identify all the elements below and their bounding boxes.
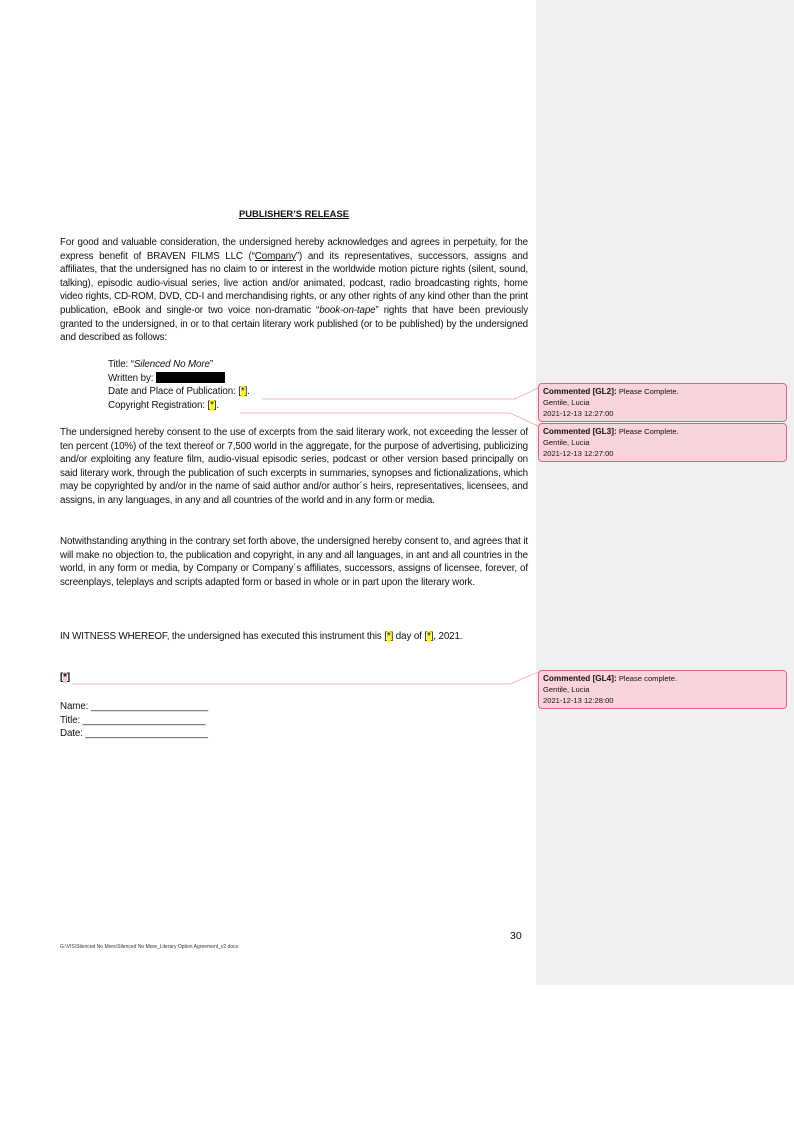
- witness-line: [60, 630, 528, 644]
- label: Written by:: [108, 372, 156, 384]
- label: Title: “: [108, 359, 134, 370]
- placeholder[interactable]: *: [386, 631, 391, 642]
- work-details: [60, 358, 576, 412]
- title-value: Silenced No More: [133, 359, 210, 370]
- comment-text: Please complete.: [618, 674, 678, 683]
- paragraph-excerpts: The undersigned hereby consent to the use of excerpts from the said literary work, not exceeding the lesser of ten percent (10%) of the text thereof or 7,500 world in the aggregate, for the purpose of advertising, publicizing and/or exploiting any feature film, audio-visual episodic series, podcast or other version based principally on said literary work, through the publication of such excerpts in summaries, synopses and fictionalizations, which may be copyrighted by and/or in the name of said author and/or author´s heirs, representatives, licensees, and assigns, in any languages, in any and all countries of the world and in any form or media.: [60, 427, 528, 506]
- comment-author: Gentile, Lucia: [543, 685, 590, 694]
- paragraph-release: [60, 236, 528, 345]
- text: IN WITNESS WHEREOF, the undersigned has executed this instrument this [: [60, 631, 387, 642]
- comment-text: Please Complete.: [618, 427, 679, 436]
- copyright-line: [108, 399, 576, 413]
- comment-author: Gentile, Lucia: [543, 398, 590, 407]
- comment-label: Commented [GL4]:: [543, 674, 617, 683]
- comment-timestamp: 2021-12-13 12:28:00: [543, 696, 614, 705]
- comment-gl4[interactable]: [538, 670, 787, 709]
- comment-label: Commented [GL2]:: [543, 387, 617, 396]
- signature-block: [60, 700, 528, 741]
- signatory-placeholder: [60, 671, 528, 685]
- placeholder[interactable]: *: [63, 672, 67, 683]
- paragraph-notwithstanding: Notwithstanding anything in the contrary set forth above, the undersigned hereby consent to, and agrees that it will make no objection to, the publication and copyright, in any and all languages, in ant and all countries in the world, in any form or media, by Company or Company´s affiliates, successors, assigns of licensee, forever, of screenplays, teleplays and scripts adapted form or based in whole or in part upon the literary work.: [60, 536, 528, 588]
- label: Date and Place of Publication: [: [108, 386, 241, 398]
- placeholder[interactable]: *: [240, 386, 245, 398]
- page-number: 30: [510, 930, 522, 942]
- placeholder[interactable]: *: [426, 631, 431, 642]
- comment-timestamp: 2021-12-13 12:27:00: [543, 409, 614, 418]
- placeholder[interactable]: *: [210, 399, 214, 411]
- name-field: Name: ______________________: [60, 701, 209, 712]
- text: ].: [244, 386, 250, 398]
- title-line: [108, 358, 576, 372]
- redaction-box: [156, 372, 225, 383]
- text: [: [60, 672, 64, 683]
- footer-file-path: G:\VIS\Silenced No More\Silenced No More_Literary Option Agreement_v2.docx: [60, 944, 239, 950]
- connector-gl3: [240, 413, 538, 426]
- comment-label: Commented [GL3]:: [543, 427, 617, 436]
- comment-text: Please Complete.: [618, 387, 679, 396]
- text: ”) and its representatives, successors, assigns and affiliates, that the undersigned has no claim to or interest in the worldwide motion picture rights (silent, sound, talking), episodic audio-visual series, live action and/or animated, podcast, radio broadcasting rights, home video rights, CD-ROM, DVD, CD-I and merchandising rights, or any other rights of any kind other than the print publication, eBook and single-or two voice non-dramatic “: [60, 250, 528, 316]
- text: ” rights that have been previously granted to the undersigned, in or to that certain literary work published (or to be published) by the undersigned and described as follows:: [60, 304, 528, 344]
- comment-timestamp: 2021-12-13 12:27:00: [543, 449, 614, 458]
- text: ”: [209, 359, 213, 370]
- comment-gl3[interactable]: [538, 423, 787, 462]
- written-by-line: [108, 372, 576, 386]
- date-field: Date: _______________________: [60, 728, 208, 740]
- text: ], 2021.: [430, 631, 463, 642]
- label: Copyright Registration: [: [108, 399, 211, 411]
- text: For good and valuable consideration, the undersigned hereby acknowledges and agrees in perpetuity, for the express benefit of BRAVEN FILMS LLC (“: [60, 237, 528, 262]
- comment-pane: [536, 0, 794, 985]
- document-heading: PUBLISHER’S RELEASE: [239, 208, 349, 219]
- comment-gl2[interactable]: [538, 383, 787, 422]
- italic-term: book-on-tape: [319, 304, 376, 316]
- text: ] day of [: [390, 631, 427, 642]
- text: ].: [213, 399, 220, 411]
- title-field: Title: _______________________: [60, 714, 206, 726]
- comment-author: Gentile, Lucia: [543, 438, 590, 447]
- date-place-line: [108, 385, 576, 399]
- text: ]: [66, 672, 71, 683]
- company-term: Company: [254, 250, 296, 262]
